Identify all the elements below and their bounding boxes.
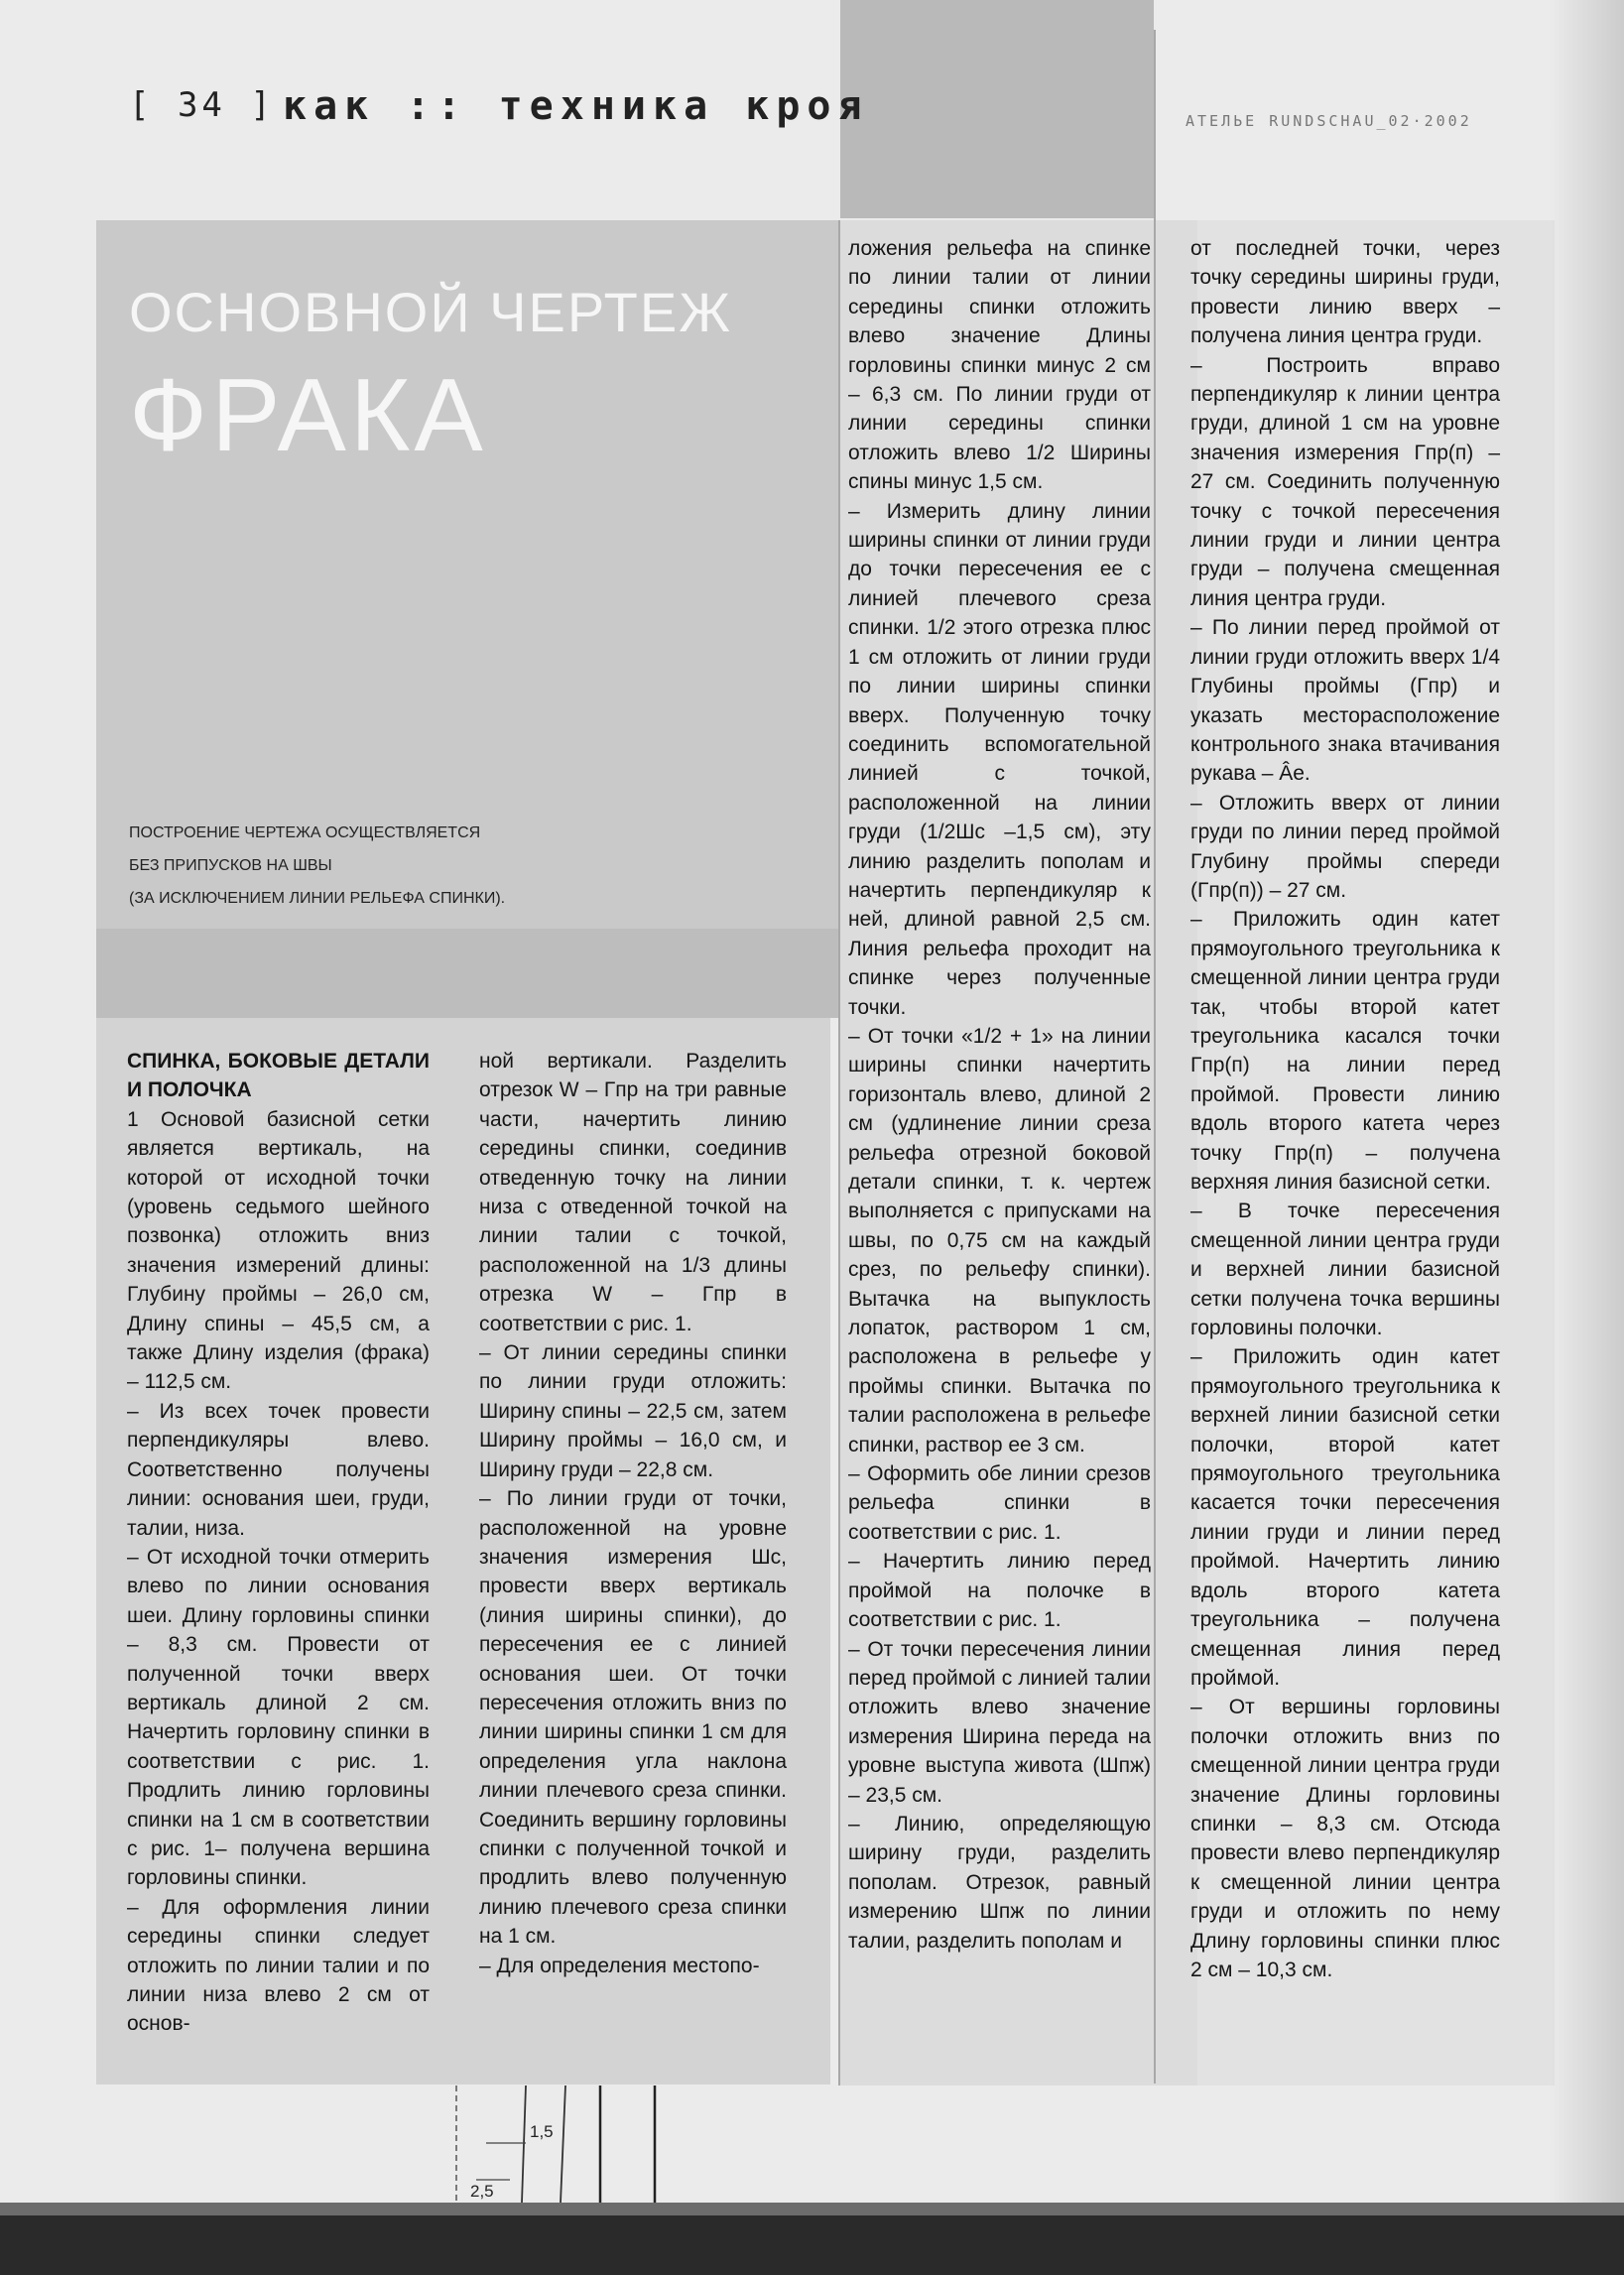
paragraph: ложения рельефа на спинке по линии талии от линии середины спинки отложить влево значение Длины горловины спинки минус 2 см – 6,3 см. По линии груди от линии середины спинки отложить влево 1/2 Ширины спины минус 1,5 см. bbox=[848, 237, 1151, 494]
paragraph: – По линии перед проймой от линии груди отложить вверх 1/4 Глубины проймы (Гпр) и указать месторасположение контрольного знака втачивания рукава – Âе. bbox=[1190, 616, 1500, 786]
paragraph: – Оформить обе линии срезов рельефа спинки в соответствии с рис. 1. bbox=[848, 1462, 1151, 1544]
paragraph: – Измерить длину линии ширины спинки от линии груди до точки пересечения ее с линией плечевого среза спинки. 1/2 этого отрезка плюс 1 см отложить от линии груди по линии ширины спинки вверх. Полученную точку соединить вспомогательной линией с точкой, расположенной на линии груди (1/2Шс –1,5 см), эту линию разделить пополам и начертить перпендикуляр к ней, длиной равной 2,5 см. Линия рельефа проходит на спинке через полученные точки. bbox=[848, 499, 1151, 1019]
paragraph: – Начертить линию перед проймой на полочке в соответствии с рис. 1. bbox=[848, 1550, 1151, 1632]
text-column-4 bbox=[1190, 234, 1500, 1984]
paragraph: – Линию, определяющую ширину груди, разделить пополам. Отрезок, равный измерению Шпж по линии талии, разделить пополам и bbox=[848, 1812, 1151, 1953]
paragraph: – Для определения местопо- bbox=[479, 1954, 760, 1977]
paragraph: – От точки «1/2 + 1» на линии ширины спинки начертить горизонталь влево, длиной 2 см (удлинение линии среза рельефа отрезной боковой детали спинки, т. к. чертеж выполняется с припусками на швы, по 0,75 см на каждый срез, по рельефу спинки). Вытачка на выпуклость лопаток, раствором 1 см, расположена в рельефе у проймы спинки. Вытачка по талии расположена в рельефе спинки, раствор ее 3 см. bbox=[848, 1024, 1151, 1456]
figure-label: 1,5 bbox=[530, 2122, 554, 2141]
construction-note bbox=[129, 817, 724, 915]
text-column-2 bbox=[479, 1047, 787, 1980]
section-heading: СПИНКА, БОКОВЫЕ ДЕТАЛИ И ПОЛОЧКА bbox=[127, 1050, 430, 1102]
paragraph: – Построить вправо перпендикуляр к линии центра груди, длиной 1 см на уровне значения измерения Гпр(п) – 27 см. Соединить полученную точку с точкой пересечения линии груди и линии центра груди – получена смещенная линия центра груди. bbox=[1190, 353, 1500, 610]
figure-label: 2,5 bbox=[470, 2182, 494, 2201]
paragraph: – По линии груди от точки, расположенной на уровне значения измерения Шс, провести вверх вертикаль (линия ширины спинки), до пересечения ее с линией основания шеи. От точки пересечения отложить вниз по линии ширины спинки 1 см для определения угла наклона линии плечевого среза спинки. Соединить вершину горловины спинки с полученной точкой и продлить влево полученную линию плечевого среза спинки на 1 см. bbox=[479, 1487, 787, 1949]
scan-bottom-band bbox=[0, 2203, 1624, 2216]
figure-line bbox=[522, 2085, 526, 2203]
paragraph: ной вертикали. Разделить отрезок W – Гпр на три равные части, начертить линию середины спинки, соединив отведенную точку на линии низа с отведенной точкой на линии талии с точкой, расположенной на 1/3 длины отрезка W – Гпр в соответствии с рис. 1. bbox=[479, 1050, 787, 1335]
note-line: ПОСТРОЕНИЕ ЧЕРТЕЖА ОСУЩЕСТВЛЯЕТСЯ bbox=[129, 824, 481, 841]
paragraph: – Для оформления линии середины спинки следует отложить по линии талии и по линии низа влево 2 см от основ- bbox=[127, 1895, 430, 2036]
paragraph: – Из всех точек провести перпендикуляры влево. Соответственно получены линии: основания шеи, груди, талии, низа. bbox=[127, 1399, 430, 1540]
paragraph: 1 Основой базисной сетки является вертикаль, на которой от исходной точки (уровень седьмого шейного позвонка) отложить вниз значения измерений длины: Глубину проймы – 26,0 см, Длину спины – 45,5 см, а также Длину изделия (фрака) – 112,5 см. bbox=[127, 1107, 430, 1394]
section-title: как :: техника кроя bbox=[283, 83, 869, 129]
article-title-line2: ФРАКА bbox=[129, 358, 487, 473]
text-column-3 bbox=[848, 234, 1151, 1956]
paragraph: – В точке пересечения смещенной линии центра груди и верхней линии базисной сетки получена точка вершины горловины полочки. bbox=[1190, 1200, 1500, 1340]
note-line: (ЗА ИСКЛЮЧЕНИЕМ ЛИНИИ РЕЛЬЕФА СПИНКИ). bbox=[129, 890, 506, 907]
paragraph: от последней точки, через точку середины ширины груди, провести линию вверх – получена линия центра груди. bbox=[1190, 237, 1500, 348]
paragraph: – От исходной точки отмерить влево по линии основания шеи. Длину горловины спинки – 8,3 см. Провести от полученной точки вверх вертикаль длиной 2 см. Начертить горловину спинки в соответствии с рис. 1. Продлить линию горловины спинки на 1 см в соответствии с рис. 1– получена вершина горловины спинки. bbox=[127, 1545, 430, 1890]
paragraph: – Отложить вверх от линии груди по линии перед проймой Глубину проймы спереди (Гпр(п)) – 27 см. bbox=[1190, 791, 1500, 902]
note-gray-band bbox=[96, 929, 840, 1018]
scan-bottom-edge bbox=[0, 2215, 1624, 2275]
paragraph: – От линии середины спинки по линии груди отложить: Ширину спины – 22,5 см, затем Ширину проймы – 16,0 см, и Ширину груди – 22,8 см. bbox=[479, 1341, 787, 1481]
paragraph: – От вершины горловины полочки отложить вниз по смещенной линии центра груди значение Длины горловины спинки – 8,3 см. Отсюда провести влево перпендикуляр к смещенной линии центра груди и отложить по нему Длину горловины спинки плюс 2 см – 10,3 см. bbox=[1190, 1696, 1500, 1981]
scan-edge-shadow bbox=[1550, 0, 1624, 2275]
column-divider bbox=[1154, 30, 1156, 2084]
page-number: [ 34 ] bbox=[129, 85, 275, 125]
pattern-figure-fragment bbox=[427, 2085, 804, 2203]
column-divider bbox=[838, 220, 840, 2085]
top-gray-block bbox=[840, 0, 1154, 218]
article-title-line1: ОСНОВНОЙ ЧЕРТЕЖ bbox=[129, 281, 732, 343]
figure-line bbox=[561, 2085, 565, 2203]
paragraph: – Приложить один катет прямоугольного треугольника к смещенной линии центра груди так, чтобы второй катет треугольника касался точки Гпр(п) на линии перед проймой. Провести линию вдоль второго катета через точку Гпр(п) – получена верхняя линия базисной сетки. bbox=[1190, 908, 1500, 1194]
text-column-1 bbox=[127, 1047, 430, 2039]
paragraph: – От точки пересечения линии перед проймой с линией талии отложить влево значение измерения Ширина переда на уровне выступа живота (Шпж) – 23,5 см. bbox=[848, 1637, 1151, 1807]
magazine-name: АТЕЛЬЕ RUNDSCHAU_02·2002 bbox=[1186, 112, 1472, 130]
paragraph: – Приложить один катет прямоугольного треугольника к верхней линии базисной сетки полочки, второй катет прямоугольного треугольника касается точки пересечения линии груди и линии перед проймой. Начертить линию вдоль второго катета треугольника – получена смещенная линия перед проймой. bbox=[1190, 1345, 1500, 1690]
note-line: БЕЗ ПРИПУСКОВ НА ШВЫ bbox=[129, 857, 332, 874]
